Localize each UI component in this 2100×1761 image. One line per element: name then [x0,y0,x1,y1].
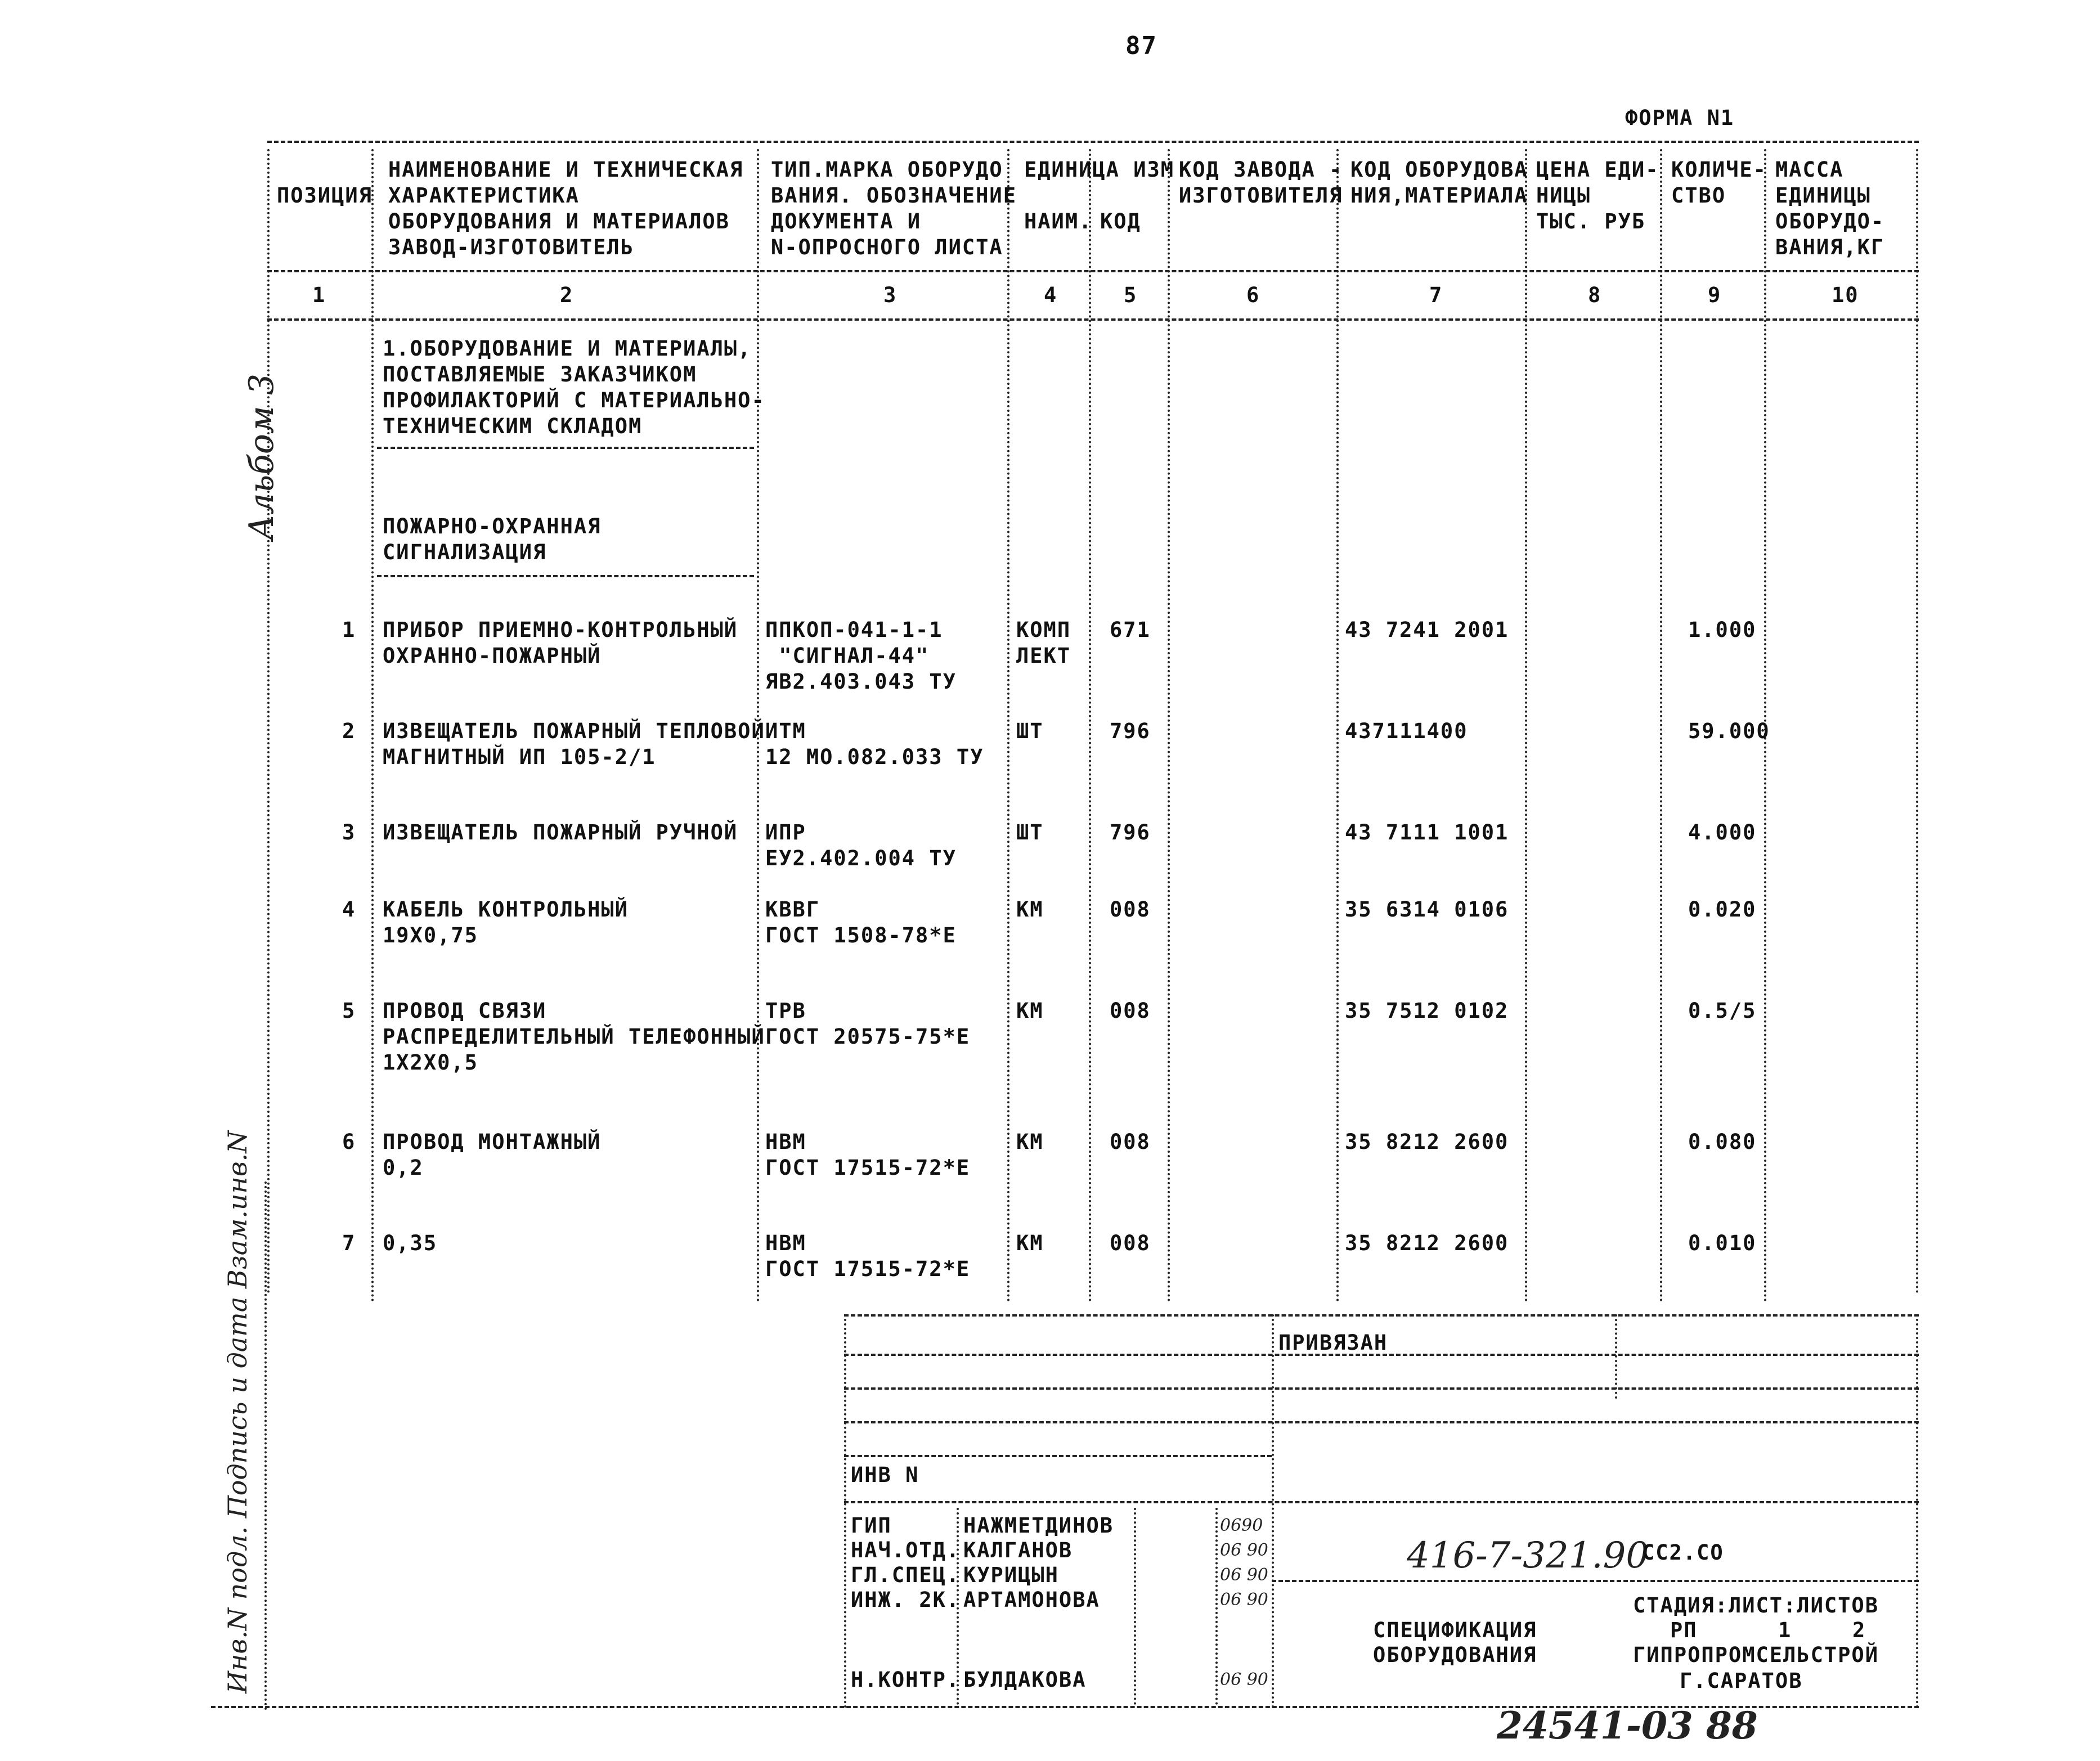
column-number: 10 [1832,283,1859,307]
header-cell: ИЗГОТОВИТЕЛЯ [1179,183,1343,208]
item-name: 19Х0,75 [383,923,478,947]
column-number: 1 [312,283,326,307]
column-divider [267,149,270,1294]
item-name: ОХРАННО-ПОЖАРНЫЙ [383,644,602,668]
stamp-divider [1272,1314,1274,1708]
city-name: Г.САРАТОВ [1680,1669,1803,1693]
item-type: ГОСТ 17515-72*Е [765,1156,971,1180]
subsection-title-line: СИГНАЛИЗАЦИЯ [383,540,547,564]
column-number: 2 [560,283,574,307]
column-divider [1336,149,1339,1302]
item-name: ИЗВЕЩАТЕЛЬ ПОЖАРНЫЙ ТЕПЛОВОЙ [383,719,765,743]
stamp-divider [1916,1314,1918,1708]
header-cell: МАССА [1775,158,1844,182]
header-cell: ЗАВОД-ИЗГОТОВИТЕЛЬ [388,235,634,259]
role-person: БУЛДАКОВА [963,1668,1087,1692]
item-type: НВМ [765,1130,806,1154]
header-cell: ЕДИНИЦЫ [1775,183,1871,208]
item-quantity: 0.5/5 [1688,999,1757,1023]
item-material-code: 35 8212 2600 [1345,1231,1509,1255]
privyazan-label: ПРИВЯЗАН [1278,1331,1388,1355]
role-title: ИНЖ. 2К. [851,1588,961,1612]
stamp-divider [844,1314,846,1708]
header-cell: ПОЗИЦИЯ [277,183,373,208]
header-cell: ОБОРУДО- [1775,209,1885,233]
header-bottom-rule [267,270,1919,272]
section-title-line: 1.ОБОРУДОВАНИЕ И МАТЕРИАЛЫ, [383,336,752,361]
column-number: 3 [883,283,898,307]
stamp-rule [844,1501,1919,1503]
item-name: РАСПРЕДЕЛИТЕЛЬНЫЙ ТЕЛЕФОННЫЙ [383,1025,765,1049]
item-unit: ШТ [1016,719,1044,743]
item-unit: КМ [1016,1130,1044,1154]
header-cell: ЦЕНА ЕДИ- [1536,158,1659,182]
item-quantity: 59.000 [1688,719,1770,743]
role-title: ГИП [851,1513,892,1538]
doc-title-2: ОБОРУДОВАНИЯ [1373,1643,1537,1667]
column-number: 6 [1246,283,1260,307]
subsection-title-line: ПОЖАРНО-ОХРАННАЯ [383,514,602,538]
item-quantity: 0.020 [1688,897,1757,922]
item-type: КВВГ [765,897,820,922]
column-divider [371,149,374,1302]
stage-value: РП [1670,1618,1698,1642]
role-title: ГЛ.СПЕЦ. [851,1563,961,1587]
item-unit: КМ [1016,999,1044,1023]
item-unit: ШТ [1016,820,1044,844]
header-cell: СТВО [1671,183,1726,208]
role-date: 06 90 [1220,1590,1268,1610]
footer-handwriting: 24541-03 88 [1497,1704,1758,1747]
item-unit: КОМП [1016,618,1071,642]
item-code: 008 [1110,1130,1151,1154]
header-cell: N-ОПРОСНОГО ЛИСТА [771,235,1003,259]
column-divider [1916,149,1918,1294]
stage-header: СТАДИЯ:ЛИСТ:ЛИСТОВ [1633,1593,1879,1618]
item-position: 1 [342,618,356,642]
stamp-rule [844,1387,1919,1390]
subsection-title-rule [377,575,754,577]
org-name: ГИПРОПРОМСЕЛЬСТРОЙ [1633,1643,1879,1667]
item-type: "СИГНАЛ-44" [765,644,930,668]
header-cell: НАИМЕНОВАНИЕ И ТЕХНИЧЕСКАЯ [388,158,744,182]
column-divider [1660,149,1662,1302]
column-divider [1089,149,1091,1302]
item-position: 6 [342,1130,356,1154]
doc-title-1: СПЕЦИФИКАЦИЯ [1373,1618,1537,1642]
stamp-divider [1615,1314,1617,1399]
header-cell: ОБОРУДОВАНИЯ И МАТЕРИАЛОВ [388,209,730,233]
header-cell: КОД [1100,209,1141,233]
role-person: КУРИЦЫН [963,1563,1059,1587]
item-material-code: 35 6314 0106 [1345,897,1509,922]
header-cell: ТЫС. РУБ [1536,209,1646,233]
header-cell: ХАРАКТЕРИСТИКА [388,183,580,208]
item-name: МАГНИТНЫЙ ИП 105-2/1 [383,745,656,769]
item-quantity: 0.010 [1688,1231,1757,1255]
item-position: 3 [342,820,356,844]
item-name: ПРОВОД СВЯЗИ [383,999,547,1023]
stamp-top-rule [844,1314,1919,1317]
item-name: ПРИБОР ПРИЕМНО-КОНТРОЛЬНЫЙ [383,618,738,642]
column-number: 5 [1124,283,1138,307]
role-person: НАЖМЕТДИНОВ [963,1513,1114,1538]
column-divider [1525,149,1527,1302]
side-stamp-handwriting: Инв.N подл. Подпись и дата Взам.инв.N [222,1130,253,1693]
role-person: КАЛГАНОВ [963,1538,1073,1562]
stamp-divider [1215,1508,1218,1705]
sheets-value: 2 [1852,1618,1866,1642]
item-type: ЕУ2.402.004 ТУ [765,846,957,870]
page-number: 87 [1125,32,1157,60]
item-name: 0,35 [383,1231,438,1255]
doc-code: 416-7-321.90 [1407,1535,1649,1576]
item-code: 008 [1110,999,1151,1023]
role-date: 0690 [1220,1516,1263,1535]
section-title-line: ТЕХНИЧЕСКИМ СКЛАДОМ [383,414,643,438]
item-material-code: 437111400 [1345,719,1468,743]
stamp-divider [1134,1508,1136,1705]
stamp-rule [844,1421,1919,1423]
item-position: 5 [342,999,356,1023]
item-type: 12 МО.082.033 ТУ [765,745,984,769]
item-quantity: 4.000 [1688,820,1757,844]
header-cell: ДОКУМЕНТА И [771,209,922,233]
header-cell: НИЯ,МАТЕРИАЛА [1350,183,1528,208]
section-title-rule [377,447,754,449]
item-position: 7 [342,1231,356,1255]
stamp-rule [844,1455,1272,1457]
stamp-rule [1272,1580,1919,1582]
header-cell: НИЦЫ [1536,183,1591,208]
role-date: 06 90 [1220,1670,1268,1690]
item-name: КАБЕЛЬ КОНТРОЛЬНЫЙ [383,897,629,922]
left-margin-line [264,1182,267,1710]
item-code: 008 [1110,897,1151,922]
item-type: ИТМ [765,719,806,743]
column-number: 9 [1708,283,1722,307]
item-type: ППКОП-041-1-1 [765,618,943,642]
inv-label: ИНВ N [851,1463,919,1487]
item-type: НВМ [765,1231,806,1255]
column-number: 8 [1588,283,1602,307]
item-name: 1Х2Х0,5 [383,1050,478,1075]
item-type: ГОСТ 1508-78*Е [765,923,957,947]
colnum-bottom-rule [267,318,1919,321]
item-material-code: 43 7241 2001 [1345,618,1509,642]
sheet-value: 1 [1778,1618,1792,1642]
column-divider [1168,149,1170,1302]
item-code: 008 [1110,1231,1151,1255]
header-cell: КОД ОБОРУДОВА [1350,158,1528,182]
item-code: 671 [1110,618,1151,642]
role-date: 06 90 [1220,1565,1268,1585]
header-cell: ЕДИНИЦА ИЗМ [1024,158,1175,182]
role-title: НАЧ.ОТД. [851,1538,961,1562]
section-title-line: ПОСТАВЛЯЕМЫЕ ЗАКАЗЧИКОМ [383,362,697,387]
item-unit: КМ [1016,897,1044,922]
form-label: ФОРМА N1 [1625,106,1735,130]
header-cell: КОД ЗАВОДА - [1179,158,1343,182]
item-code: 796 [1110,820,1151,844]
item-type: ТРВ [765,999,806,1023]
column-divider [1007,149,1009,1302]
item-unit: ЛЕКТ [1016,644,1071,668]
item-material-code: 35 8212 2600 [1345,1130,1509,1154]
role-person: АРТАМОНОВА [963,1588,1100,1612]
header-cell: ВАНИЯ. ОБОЗНАЧЕНИЕ [771,183,1017,208]
item-code: 796 [1110,719,1151,743]
table-top-rule [267,141,1919,143]
section-title-line: ПРОФИЛАКТОРИЙ С МАТЕРИАЛЬНО- [383,388,765,412]
item-quantity: 1.000 [1688,618,1757,642]
item-type: ИПР [765,820,806,844]
item-material-code: 35 7512 0102 [1345,999,1509,1023]
item-type: ГОСТ 17515-72*Е [765,1257,971,1281]
role-title: Н.КОНТР. [851,1668,961,1692]
item-position: 2 [342,719,356,743]
item-name: 0,2 [383,1156,424,1180]
album-handwriting: Альбом 3 [242,373,281,540]
item-unit: КМ [1016,1231,1044,1255]
header-cell: КОЛИЧЕ- [1671,158,1767,182]
role-date: 06 90 [1220,1540,1268,1560]
item-position: 4 [342,897,356,922]
item-quantity: 0.080 [1688,1130,1757,1154]
column-number: 4 [1044,283,1058,307]
doc-suffix: СС2.СО [1642,1540,1724,1565]
column-number: 7 [1429,283,1443,307]
item-name: ПРОВОД МОНТАЖНЫЙ [383,1130,602,1154]
item-material-code: 43 7111 1001 [1345,820,1509,844]
header-cell: ВАНИЯ,КГ [1775,235,1885,259]
item-type: ГОСТ 20575-75*Е [765,1025,971,1049]
header-cell: ТИП.МАРКА ОБОРУДО [771,158,1003,182]
header-cell: НАИМ. [1024,209,1093,233]
item-name: ИЗВЕЩАТЕЛЬ ПОЖАРНЫЙ РУЧНОЙ [383,820,738,844]
item-type: ЯВ2.403.043 ТУ [765,670,957,694]
